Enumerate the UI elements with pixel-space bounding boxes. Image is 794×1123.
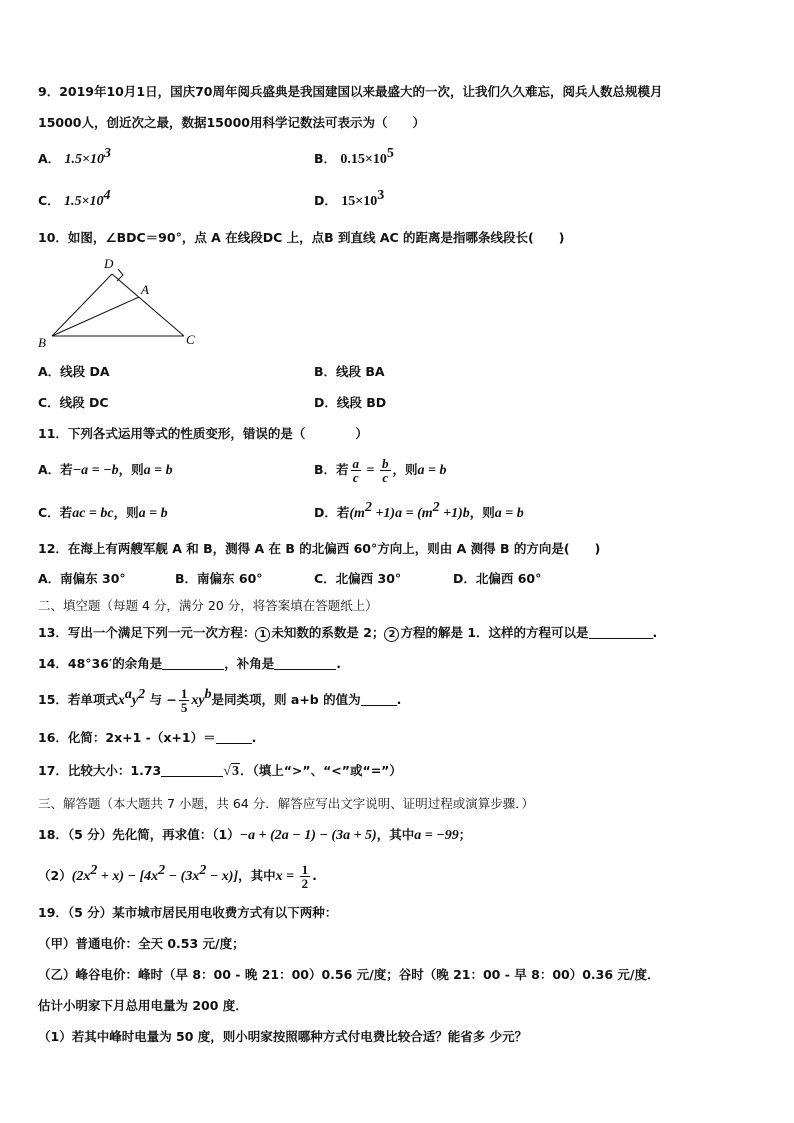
q9-stem-line2: 15000人，创近次之最，数据15000用科学记数法可表示为（ ） — [38, 115, 425, 130]
q11-option-a: A．若−a = −b，则a = b — [38, 462, 173, 478]
q19-stem: 19．（5 分）某市城市居民用电收费方式有以下两种： — [38, 905, 338, 920]
answer-blank — [162, 655, 224, 670]
q13-stem: 13．写出一个满足下列一元一次方程： 1 未知数的系数是 2； 2 方程的解是 1．这样的方程可以是 . — [38, 625, 658, 640]
q19-usage: 估计小明家下月总用电量为 200 度． — [38, 998, 248, 1013]
q11-option-c: C．若ac = bc，则a = b — [38, 505, 168, 521]
q15-stem: 15．若单项式$x^ay^2$ 与 − $\frac{1}{5}$ $xy^b$是同类项，则 a+b 的值为 . — [38, 686, 402, 715]
answer-blank — [161, 762, 223, 777]
q10-option-d: D．线段 BD — [314, 395, 387, 410]
answer-blank — [589, 624, 653, 639]
q10-option-a: A．线段 DA — [38, 364, 110, 379]
answer-blank — [274, 655, 336, 670]
q10-triangle-figure — [34, 254, 204, 350]
q10-stem: 10．如图，∠BDC＝90°，点 A 在线段DC 上，点B 到直线 AC 的距离是指哪条线段长( ) — [38, 230, 565, 245]
q18-part2: $(2)(2x^2 + x) - [4x^2 - (3x^2 - x)]$，其中x = $\frac{1}{2}$ . — [38, 862, 317, 891]
q9-option-a: A． $1.5\times 10^3$ — [38, 146, 112, 167]
figure-label-d: D — [104, 256, 114, 271]
q9-option-c: C． $1.5\times 10^4$ — [38, 188, 111, 209]
q9-stem-line1: 9．2019年10月1日，国庆70周年阅兵盛典是我国建国以来最盛大的一次，让我们久久难忘，阅兵人数总规模月 — [38, 84, 663, 99]
figure-label-c: C — [186, 332, 195, 347]
q19-plan-b: （乙）峰谷电价：峰时（早 8：00 - 晚 21：00）0.56 元/度；谷时（晚 21：00 - 早 8：00）0.36 元/度． — [38, 967, 660, 982]
q10-option-b: B．线段 BA — [314, 364, 385, 379]
section-3-heading: 三、解答题（本大题共 7 小题，共 64 分．解答应写出文字说明、证明过程或演算步骤．） — [38, 796, 535, 811]
q12-option-a: A．南偏东 30° — [38, 571, 126, 586]
q14-stem: 14．48°36′的余角是 ，补角是 . — [38, 656, 341, 671]
figure-label-a: A — [141, 282, 149, 297]
q11-option-b: B．若 $\frac{a}{c}$ = $\frac{b}{c}$ ，则a = b — [314, 456, 447, 485]
q12-option-c: C．北偏西 30° — [314, 571, 402, 586]
section-2-heading: 二、填空题（每题 4 分，满分 20 分，将答案填在答题纸上） — [38, 598, 378, 613]
q9-option-b: B． $0.15\times 10^5$ — [314, 146, 394, 167]
q12-stem: 12．在海上有两艘军舰 A 和 B，测得 A 在 B 的北偏西 60°方向上，则由 A 测得 B 的方向是( ) — [38, 541, 601, 556]
sqrt-3: √3 — [223, 764, 239, 779]
q16-stem: 16．化简：2x+1 -（x+1）＝ . — [38, 730, 257, 745]
q10-option-c: C．线段 DC — [38, 395, 109, 410]
answer-blank — [216, 729, 252, 744]
q18-part1: 18．（5 分）先化简，再求值：（1）−a + (2a − 1) − (3a + 5)，其中a = −99； — [38, 827, 472, 843]
answer-blank — [361, 691, 397, 706]
q17-stem: 17．比较大小：1.73 √3．（填上“>”、“<”或“=”） — [38, 763, 402, 779]
q19-subquestion-1: （1）若其中峰时电量为 50 度，则小明家按照哪种方式付电费比较合适？能省多 少元？ — [38, 1029, 528, 1044]
q9-option-d: D． $15\times 10^3$ — [314, 188, 385, 209]
figure-label-b: B — [38, 335, 46, 350]
q19-plan-a: （甲）普通电价：全天 0.53 元/度； — [38, 936, 245, 951]
q11-option-d: D．若$(m^2 +1)a = (m^2 +1)b$，则a = b — [314, 500, 524, 521]
q12-option-d: D．北偏西 60° — [453, 571, 542, 586]
q11-stem: 11．下列各式运用等式的性质变形，错误的是（ ） — [38, 426, 368, 441]
q12-option-b: B．南偏东 60° — [175, 571, 263, 586]
